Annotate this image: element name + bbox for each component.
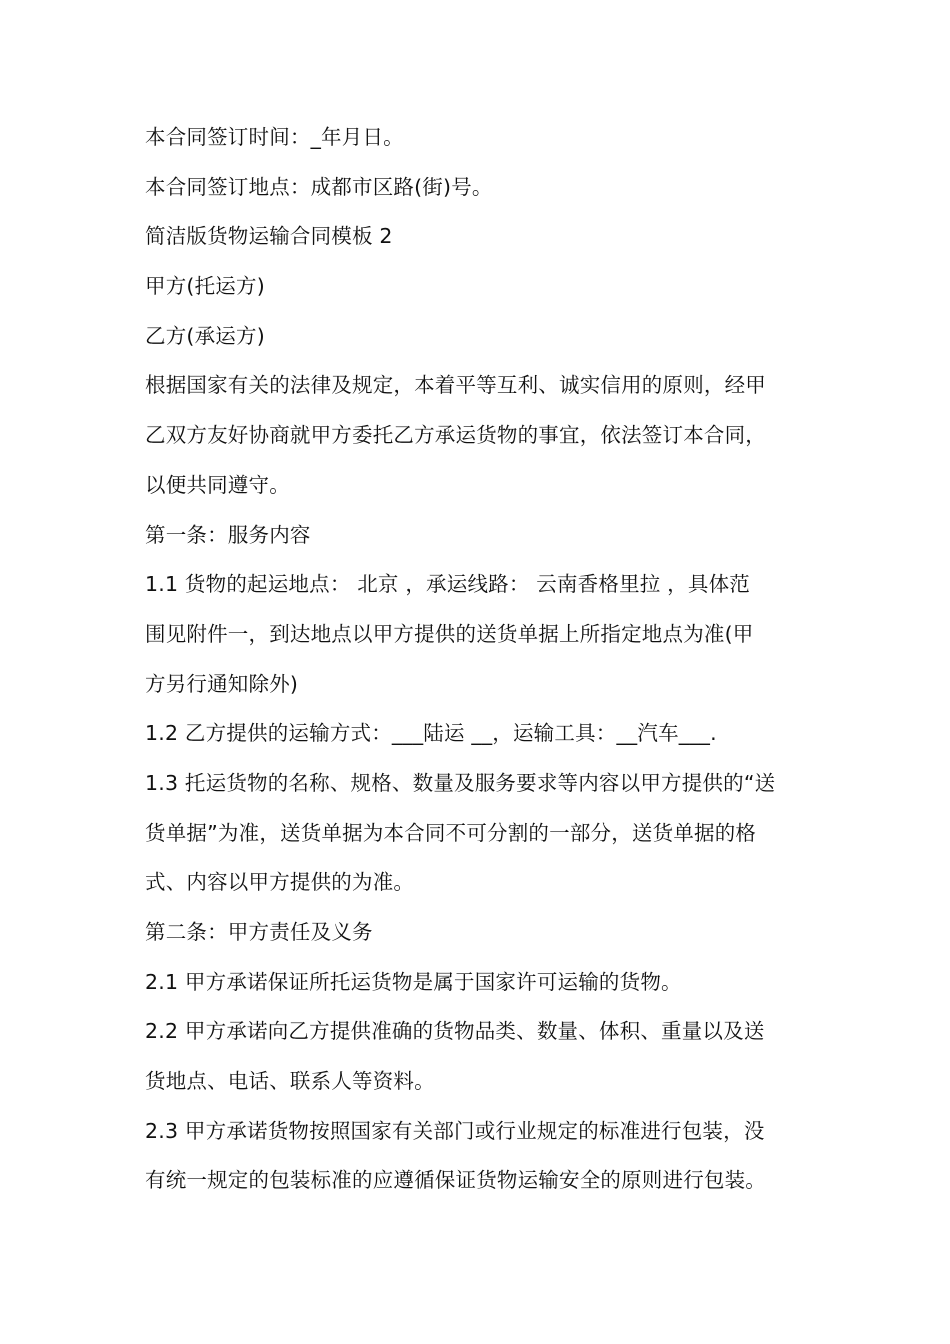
clause-2-3-line-1: 2.3 甲方承诺货物按照国家有关部门或行业规定的标准进行包装，没 [145, 1118, 765, 1143]
party-b-line: 乙方(承运方) [145, 323, 265, 348]
clause-1-1-line-3: 方另行通知除外) [145, 671, 299, 696]
signing-place-line: 本合同签订地点：成都市区路(街)号。 [145, 174, 493, 199]
clause-1-3-line-2: 货单据”为准，送货单据为本合同不可分割的一部分，送货单据的格 [145, 820, 757, 845]
clause-1-2-line: 1.2 乙方提供的运输方式：___陆运 __，运输工具：__汽车___. [145, 721, 717, 746]
party-a-line: 甲方(托运方) [145, 274, 265, 299]
clause-1-3-line-1: 1.3 托运货物的名称、规格、数量及服务要求等内容以甲方提供的“送 [145, 770, 776, 795]
clause-1-1-line-1: 1.1 货物的起运地点： 北京 ，承运线路： 云南香格里拉 ，具体范 [145, 572, 750, 597]
template-title: 简洁版货物运输合同模板 2 [145, 224, 393, 249]
preamble-line-2: 乙双方友好协商就甲方委托乙方承运货物的事宜，依法签订本合同， [145, 423, 766, 448]
article-2-heading: 第二条：甲方责任及义务 [145, 920, 373, 944]
clause-2-3-line-2: 有统一规定的包装标准的应遵循保证货物运输安全的原则进行包装。 [145, 1168, 766, 1193]
clause-1-3-line-3: 式、内容以甲方提供的为准。 [145, 870, 415, 895]
article-1-heading: 第一条：服务内容 [145, 522, 311, 547]
preamble-line-3: 以便共同遵守。 [145, 472, 290, 497]
signing-time-line: 本合同签订时间：_年月日。 [145, 125, 404, 149]
clause-2-1-line: 2.1 甲方承诺保证所托运货物是属于国家许可运输的货物。 [145, 969, 682, 994]
clause-1-1-line-2: 围见附件一，到达地点以甲方提供的送货单据上所指定地点为准(甲 [145, 621, 754, 646]
document-body [145, 113, 810, 1206]
preamble-line-1: 根据国家有关的法律及规定，本着平等互利、诚实信用的原则，经甲 [145, 373, 766, 398]
clause-2-2-line-2: 货地点、电话、联系人等资料。 [145, 1069, 435, 1094]
clause-2-2-line-1: 2.2 甲方承诺向乙方提供准确的货物品类、数量、体积、重量以及送 [145, 1019, 765, 1044]
